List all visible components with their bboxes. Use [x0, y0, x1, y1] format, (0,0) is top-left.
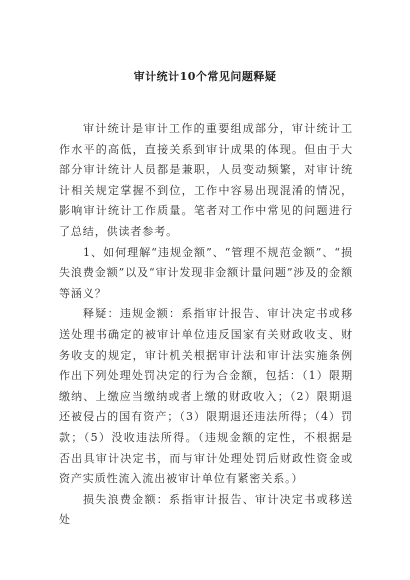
- paragraph-answer-1: 释疑：违规金额：系指审计报告、审计决定书或移送处理书确定的被审计单位违反国家有关财政收支、财务收支的规定，审计机关根据审计法和审计法实施条例作出下列处理处罚决定的行为合金额，包括：（1）限期缴纳、上缴应当缴纳或者上缴的财政收入；（2）限期退还被侵占的国有资产；（3）限期退还违法所得；（4）罚款；（5）没收违法所得。（违规金额的定性，不根据是否出具审计决定书，而与审计处理处罚后财政性资金或资产实质性流入流出被审计单位有紧密关系。）: [59, 307, 353, 486]
- document-body: [59, 119, 353, 531]
- paragraph-intro: 审计统计是审计工作的重要组成部分，审计统计工作水平的高低，直接关系到审计成果的体现。但由于大部分审计统计人员都是兼职，人员变动频繁，对审计统计相关规定掌握不到位，工作中容易出现混淆的情况，影响审计统计工作质量。笔者对工作中常见的问题进行了总结，供读者参考。: [59, 122, 353, 238]
- paragraph-loss-waste: 损失浪费金额：系指审计报告、审计决定书或移送处: [59, 492, 353, 527]
- document-title: 审计统计10个常见问题释疑: [133, 70, 277, 83]
- paragraph-question-1: 1、如何理解“违规金额”、“管理不规范金额”、“损失浪费金额”以及“审计发现非金额计量问题”涉及的金额等涵义？: [59, 245, 353, 300]
